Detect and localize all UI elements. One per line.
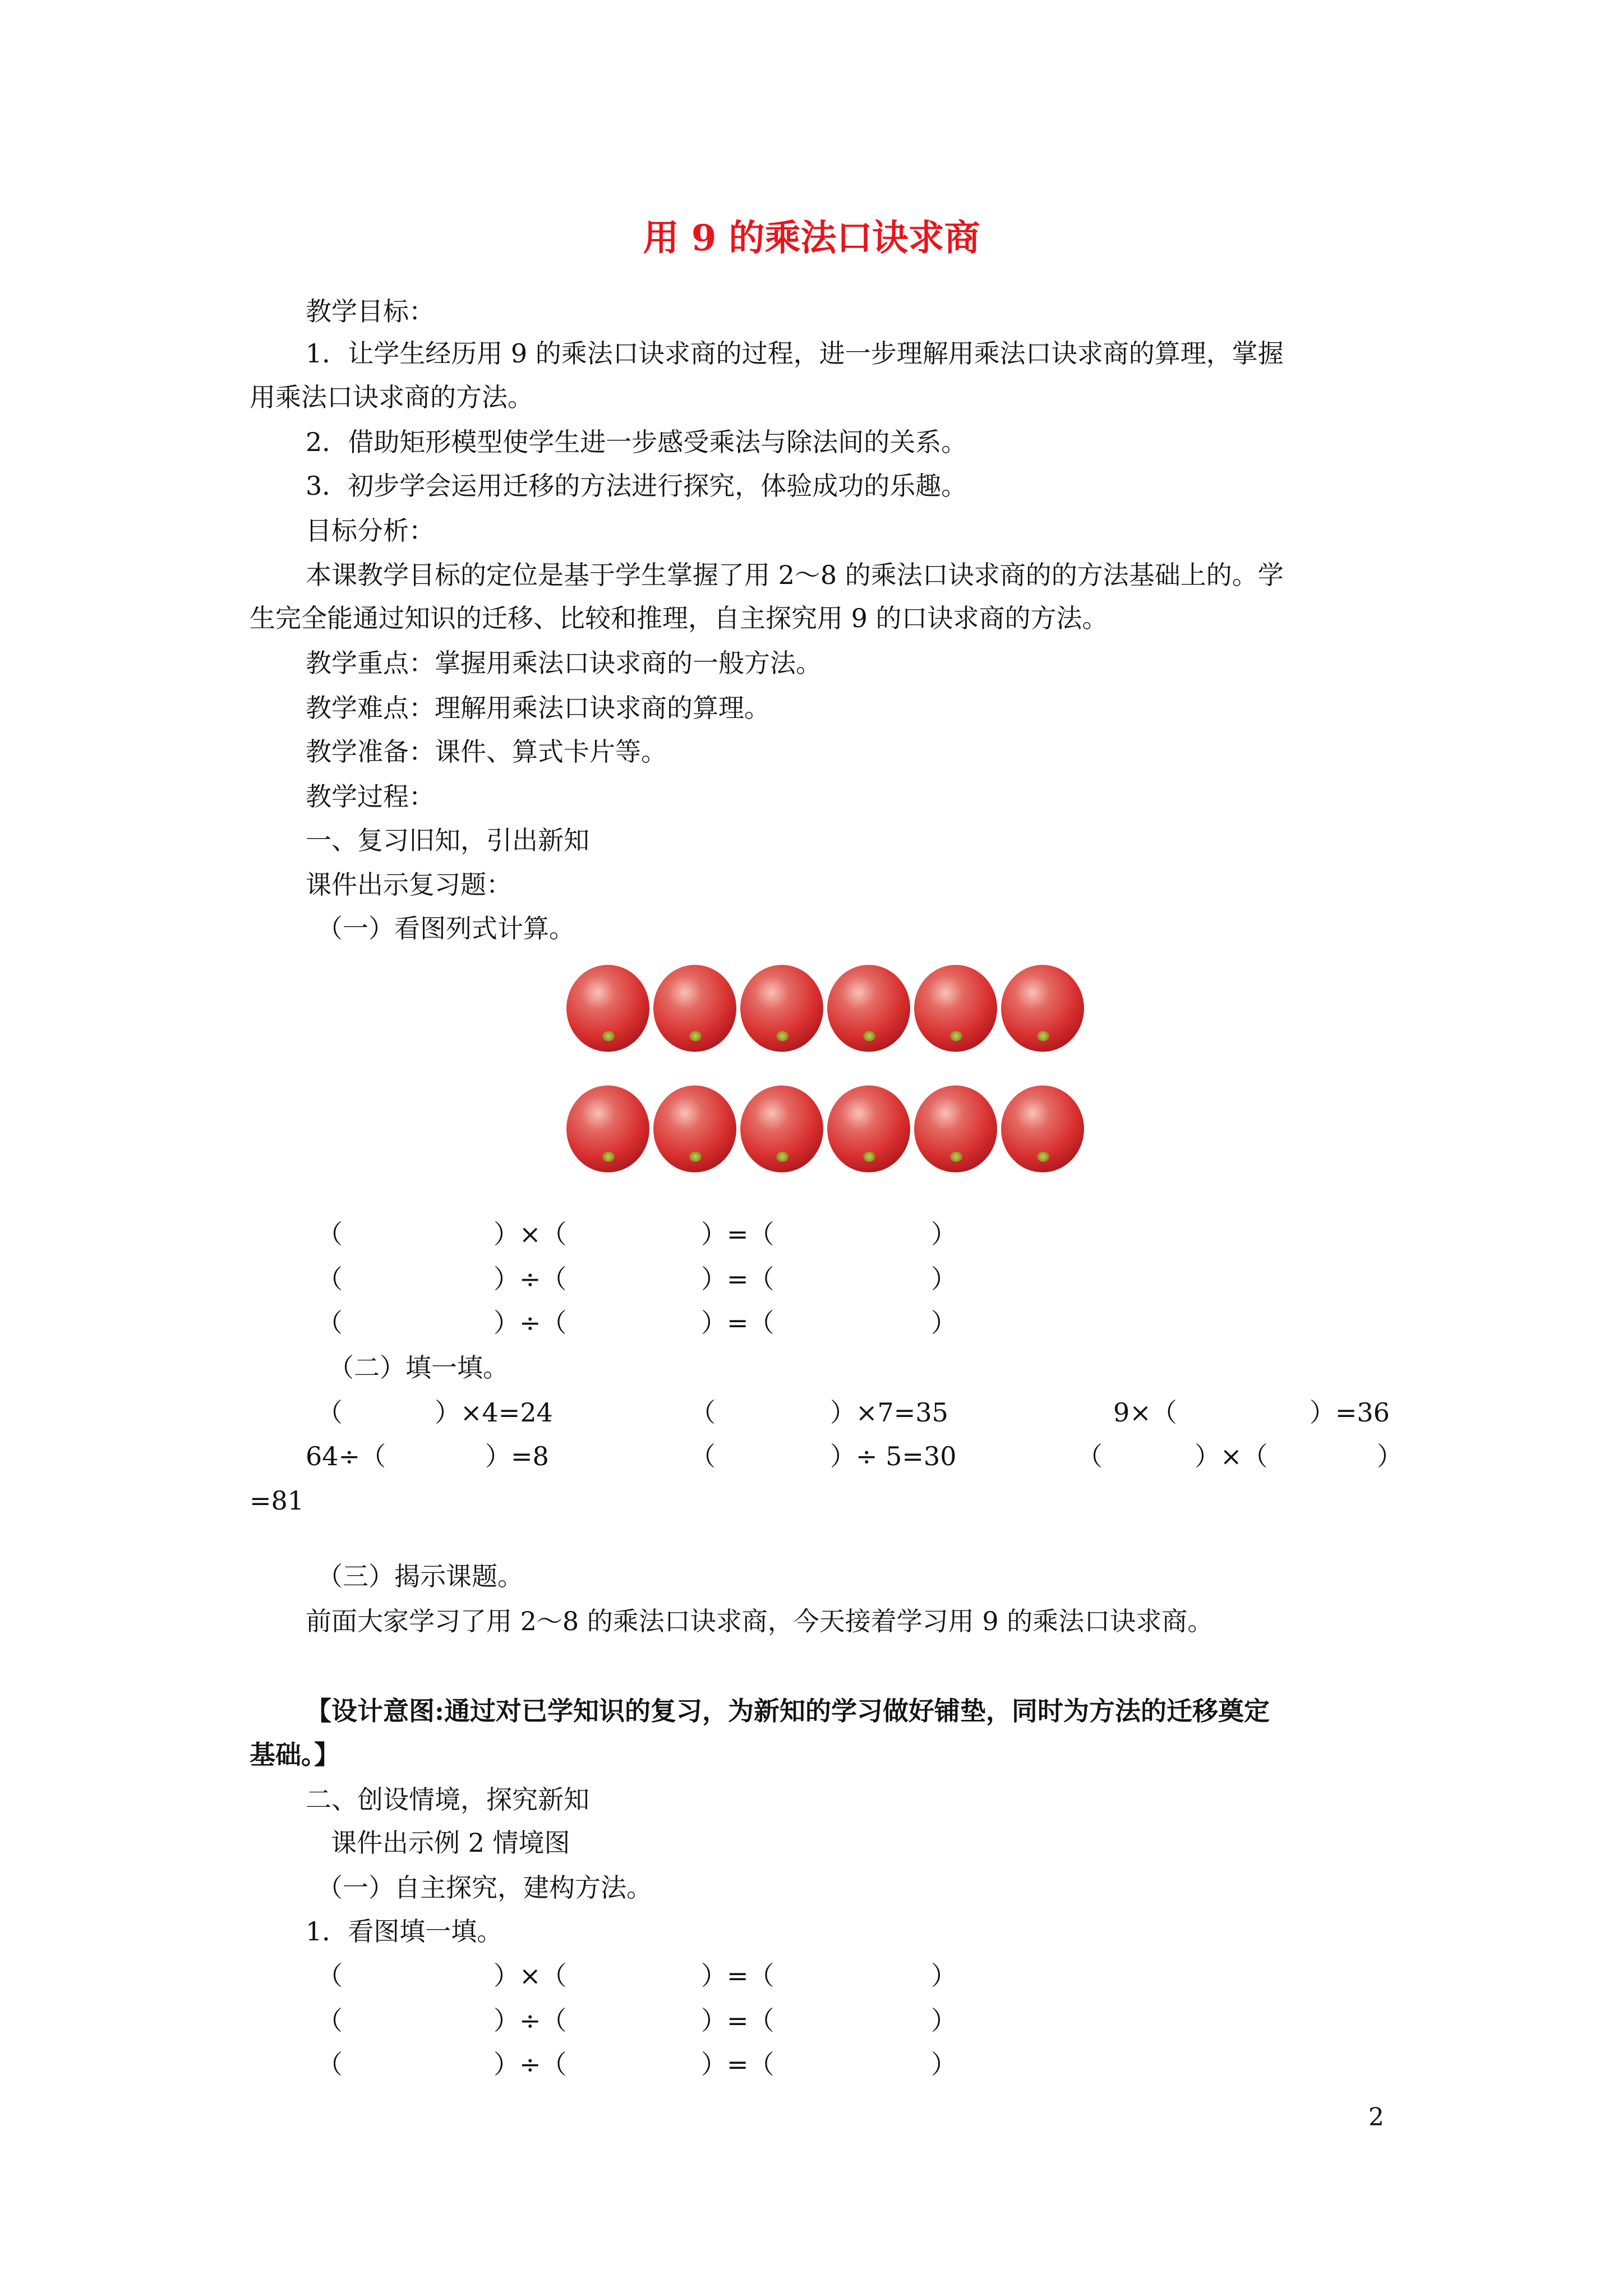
apple-icon: [1001, 965, 1084, 1052]
intro-paragraph: 前面大家学习了用 2～8 的乘法口诀求商，今天接着学习用 9 的乘法口诀求商。: [306, 1606, 1214, 1636]
blank-open: （: [317, 1264, 343, 1294]
blank-open: （: [317, 1219, 343, 1249]
operator: ）×（: [494, 1961, 567, 1991]
part-3-heading: （三）揭示课题。: [317, 1561, 523, 1591]
fill-item: ）÷ 5=30: [830, 1441, 957, 1471]
fill-item: ）=36: [1310, 1397, 1390, 1428]
objective-1-cont: 用乘法口诀求商的方法。: [250, 382, 533, 412]
operator: ）÷（: [494, 1264, 567, 1294]
fill-item: ）=8: [485, 1441, 549, 1471]
equals: ）=（: [701, 1961, 774, 1991]
fill-item: ）×（: [1195, 1441, 1268, 1471]
design-intent: 【设计意图:通过对已学知识的复习，为新知的学习做好铺垫，同时为方法的迁移奠定: [306, 1696, 1270, 1726]
apple-row-1: [566, 965, 1088, 1060]
difficulty: 教学难点：理解用乘法口诀求商的算理。: [306, 693, 770, 723]
fill-item: （: [690, 1397, 716, 1428]
preparation: 教学准备：课件、算式卡片等。: [306, 737, 667, 767]
section-1-heading: 一、复习旧知，引出新知: [306, 825, 589, 855]
fill-row-cont: =81: [250, 1485, 305, 1516]
apple-icon: [740, 1085, 823, 1172]
objective-2: 2．借助矩形模型使学生进一步感受乘法与除法间的关系。: [306, 427, 967, 457]
blank-close: ）: [931, 1961, 957, 1991]
fill-item: ）×4=24: [435, 1397, 553, 1428]
fill-item: （: [1077, 1441, 1103, 1471]
equals: ）=（: [701, 2005, 774, 2036]
analysis-heading: 目标分析：: [306, 516, 435, 546]
operator: ）÷（: [494, 2005, 567, 2036]
blank-close: ）: [931, 2049, 957, 2079]
fill-item: 64÷（: [306, 1441, 386, 1471]
analysis-paragraph: 本课教学目标的定位是基于学生掌握了用 2～8 的乘法口诀求商的的方法基础上的。学: [306, 560, 1284, 590]
apple-icon: [566, 1085, 649, 1172]
equals: ）=（: [701, 1264, 774, 1294]
page-number: 2: [1368, 2103, 1384, 2132]
apple-icon: [1001, 1085, 1084, 1172]
apple-icon: [914, 1085, 997, 1172]
fill-item: ）×7=35: [830, 1397, 948, 1428]
analysis-paragraph-cont: 生完全能通过知识的迁移、比较和推理，自主探究用 9 的口诀求商的方法。: [250, 603, 1108, 633]
apple-icon: [827, 1085, 910, 1172]
blank-close: ）: [931, 1308, 957, 1338]
design-intent-cont: 基础。】: [250, 1740, 340, 1770]
blank-open: （: [317, 2005, 343, 2036]
process-heading: 教学过程：: [306, 781, 435, 812]
apples-image: [566, 965, 1088, 1178]
part-2-heading: （二）填一填。: [328, 1352, 509, 1383]
fill-item: （: [690, 1441, 716, 1471]
operator: ）÷（: [494, 1308, 567, 1338]
explore-heading: （一）自主探究，建构方法。: [317, 1872, 652, 1903]
page-title: 用 9 的乘法口诀求商: [643, 217, 980, 259]
fill-item: ）: [1377, 1441, 1403, 1471]
apple-icon: [566, 965, 649, 1052]
objectives-heading: 教学目标：: [306, 296, 435, 326]
fill-item: （: [317, 1397, 343, 1428]
apple-icon: [827, 965, 910, 1052]
blank-open: （: [317, 1308, 343, 1338]
blank-open: （: [317, 2049, 343, 2079]
objective-1: 1．让学生经历用 9 的乘法口诀求商的过程，进一步理解用乘法口诀求商的算理，掌握: [306, 338, 1284, 369]
key-point: 教学重点：掌握用乘法口诀求商的一般方法。: [306, 648, 822, 678]
apple-icon: [740, 965, 823, 1052]
courseware-example: 课件出示例 2 情境图: [331, 1828, 570, 1858]
apple-icon: [653, 965, 736, 1052]
blank-open: （: [317, 1961, 343, 1991]
equals: ）=（: [701, 2049, 774, 2079]
blank-close: ）: [931, 1264, 957, 1294]
courseware-review: 课件出示复习题：: [306, 869, 512, 900]
fill-picture-heading: 1．看图填一填。: [306, 1916, 503, 1947]
section-2-heading: 二、创设情境，探究新知: [306, 1784, 589, 1815]
operator: ）÷（: [494, 2049, 567, 2079]
operator: ）×（: [494, 1219, 567, 1249]
objective-3: 3．初步学会运用迁移的方法进行探究，体验成功的乐趣。: [306, 471, 967, 501]
blank-close: ）: [931, 1219, 957, 1249]
blank-close: ）: [931, 2005, 957, 2036]
equals: ）=（: [701, 1219, 774, 1249]
part-1-heading: （一）看图列式计算。: [317, 913, 575, 944]
equals: ）=（: [701, 1308, 774, 1338]
apple-icon: [914, 965, 997, 1052]
apple-icon: [653, 1085, 736, 1172]
apple-row-2: [566, 1085, 1088, 1181]
fill-item: 9×（: [1113, 1397, 1177, 1428]
